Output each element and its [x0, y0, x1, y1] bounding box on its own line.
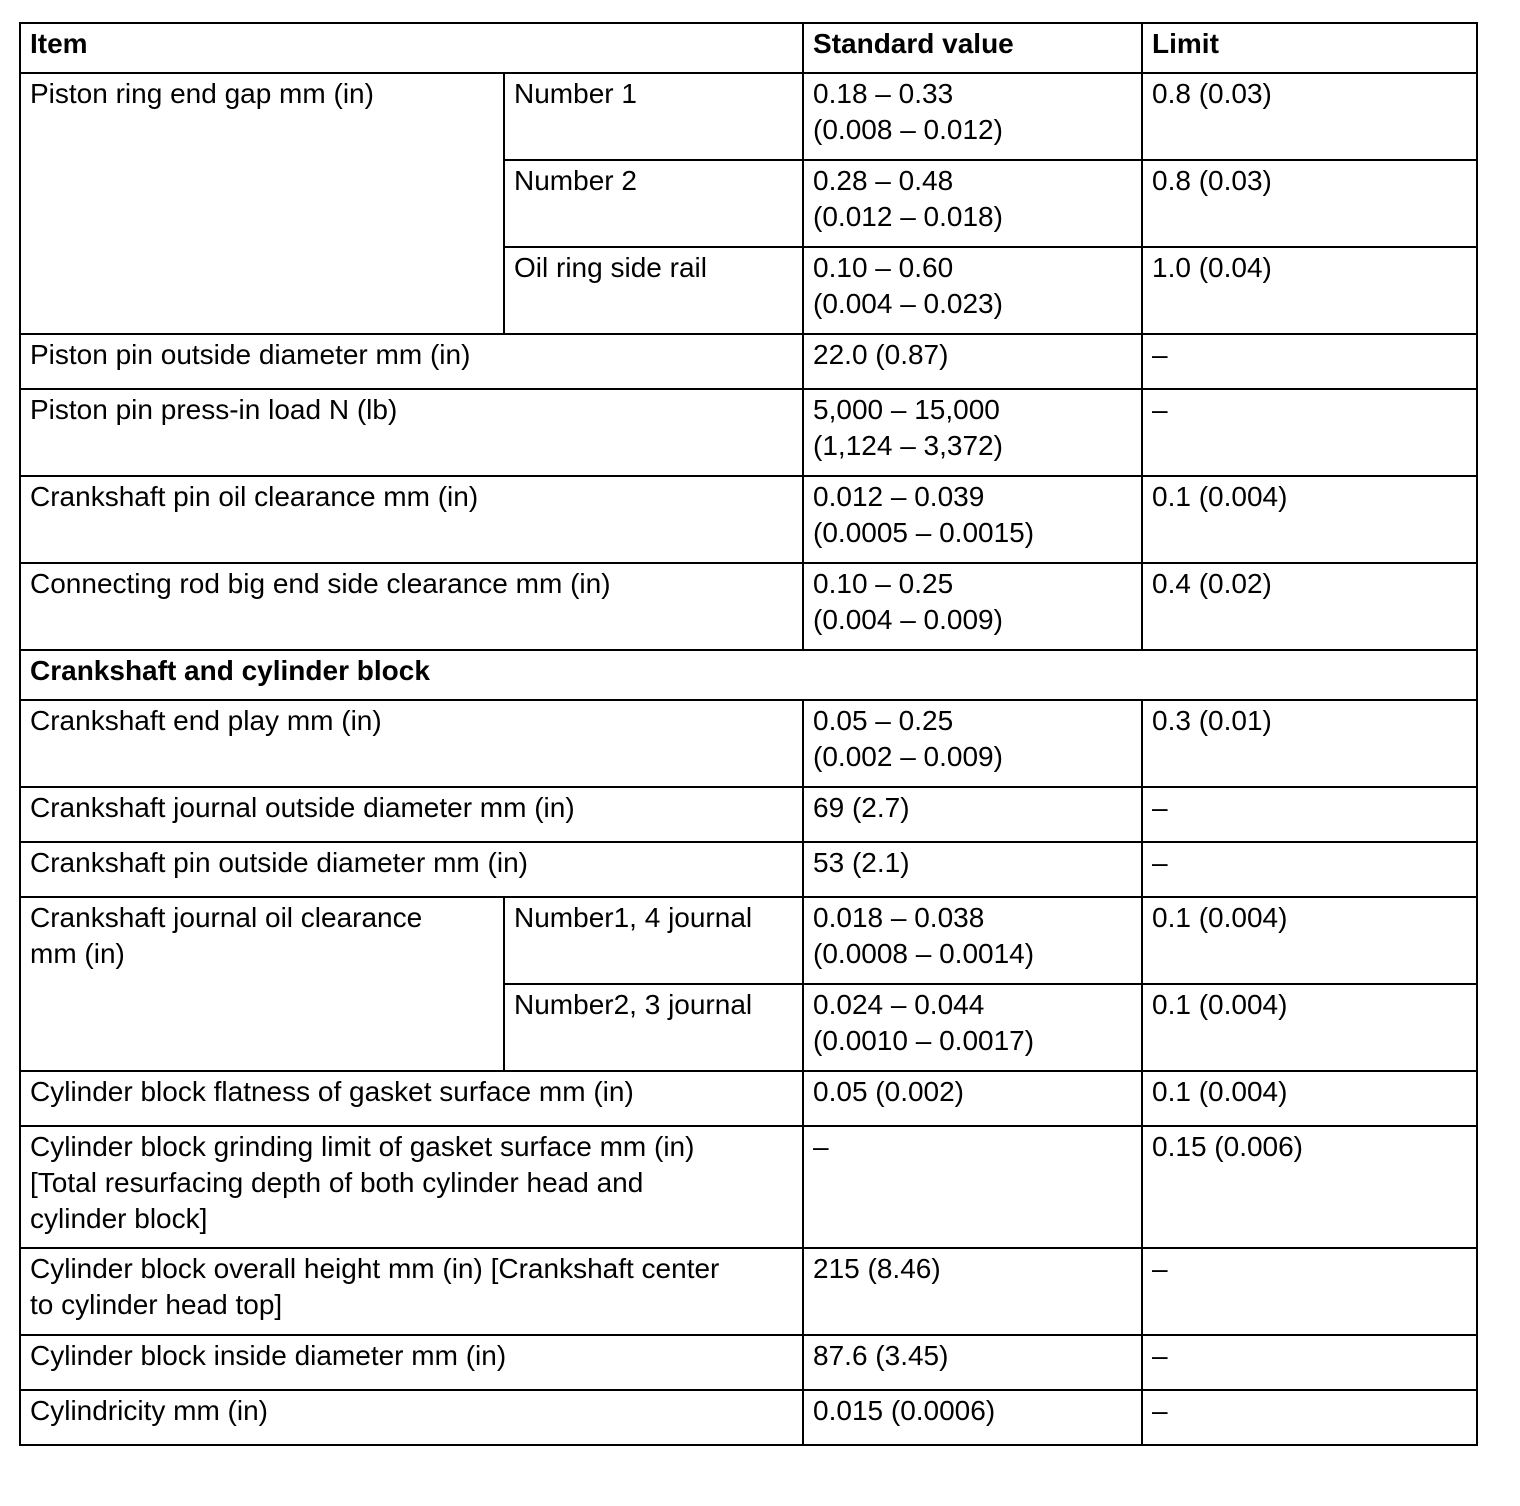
header-limit: Limit: [1142, 23, 1477, 73]
table-row: [20, 389, 1477, 476]
item-label: Connecting rod big end side clearance mm (in): [20, 563, 803, 650]
item-label: Crankshaft end play mm (in): [20, 700, 803, 787]
standard-value: 215 (8.46): [803, 1248, 1142, 1335]
standard-value: 0.015 (0.0006): [803, 1390, 1142, 1445]
sub-item: Number2, 3 journal: [504, 984, 803, 1071]
item-label: Cylinder block grinding limit of gasket surface mm (in) [Total resurfacing depth of both cylinder head and cylinder block]: [20, 1126, 803, 1248]
row-label-crankshaft-journal-oil-clearance: Crankshaft journal oil clearance mm (in): [20, 897, 504, 1071]
item-label: Cylinder block flatness of gasket surface mm (in): [20, 1071, 803, 1126]
table-row: [20, 787, 1477, 842]
standard-value: 87.6 (3.45): [803, 1335, 1142, 1390]
standard-value: 0.05 (0.002): [803, 1071, 1142, 1126]
standard-value: –: [803, 1126, 1142, 1248]
table-row: [20, 563, 1477, 650]
item-label: Crankshaft pin outside diameter mm (in): [20, 842, 803, 897]
row-label-piston-ring-end-gap: Piston ring end gap mm (in): [20, 73, 504, 334]
limit-value: 0.1 (0.004): [1142, 897, 1477, 984]
limit-value: 0.1 (0.004): [1142, 476, 1477, 563]
standard-value: 0.10 – 0.25 (0.004 – 0.009): [803, 563, 1142, 650]
item-label: Cylindricity mm (in): [20, 1390, 803, 1445]
item-label: Piston pin press-in load N (lb): [20, 389, 803, 476]
limit-value: –: [1142, 334, 1477, 389]
header-item: Item: [20, 23, 803, 73]
table-row: [20, 1126, 1477, 1248]
standard-value: 22.0 (0.87): [803, 334, 1142, 389]
table-row: [20, 1248, 1477, 1335]
item-label: Crankshaft pin oil clearance mm (in): [20, 476, 803, 563]
header-standard-value: Standard value: [803, 23, 1142, 73]
limit-value: 0.1 (0.004): [1142, 984, 1477, 1071]
limit-value: –: [1142, 787, 1477, 842]
standard-value: 5,000 – 15,000 (1,124 – 3,372): [803, 389, 1142, 476]
item-label: Cylinder block inside diameter mm (in): [20, 1335, 803, 1390]
standard-value: 0.024 – 0.044 (0.0010 – 0.0017): [803, 984, 1142, 1071]
section-title: Crankshaft and cylinder block: [20, 650, 1477, 700]
table-row: [20, 842, 1477, 897]
section-heading-row: [20, 650, 1477, 700]
limit-value: 0.1 (0.004): [1142, 1071, 1477, 1126]
limit-value: 0.4 (0.02): [1142, 563, 1477, 650]
limit-value: –: [1142, 1335, 1477, 1390]
limit-value: 0.8 (0.03): [1142, 73, 1477, 160]
standard-value: 53 (2.1): [803, 842, 1142, 897]
table-row: [20, 1335, 1477, 1390]
limit-value: –: [1142, 389, 1477, 476]
table-row: [20, 1071, 1477, 1126]
table-row: [20, 897, 1477, 984]
table-header-row: [20, 23, 1477, 73]
standard-value: 69 (2.7): [803, 787, 1142, 842]
limit-value: 0.15 (0.006): [1142, 1126, 1477, 1248]
limit-value: 1.0 (0.04): [1142, 247, 1477, 334]
table-row: [20, 476, 1477, 563]
standard-value: 0.18 – 0.33 (0.008 – 0.012): [803, 73, 1142, 160]
standard-value: 0.10 – 0.60 (0.004 – 0.023): [803, 247, 1142, 334]
standard-value: 0.28 – 0.48 (0.012 – 0.018): [803, 160, 1142, 247]
limit-value: –: [1142, 1390, 1477, 1445]
item-label: Crankshaft journal outside diameter mm (in): [20, 787, 803, 842]
table-row: [20, 700, 1477, 787]
table-row: [20, 334, 1477, 389]
sub-item: Oil ring side rail: [504, 247, 803, 334]
standard-value: 0.018 – 0.038 (0.0008 – 0.0014): [803, 897, 1142, 984]
specification-table: [19, 22, 1478, 1446]
sub-item: Number 1: [504, 73, 803, 160]
limit-value: 0.8 (0.03): [1142, 160, 1477, 247]
limit-value: –: [1142, 842, 1477, 897]
limit-value: –: [1142, 1248, 1477, 1335]
table-row: [20, 1390, 1477, 1445]
sub-item: Number 2: [504, 160, 803, 247]
limit-value: 0.3 (0.01): [1142, 700, 1477, 787]
sub-item: Number1, 4 journal: [504, 897, 803, 984]
item-label: Piston pin outside diameter mm (in): [20, 334, 803, 389]
standard-value: 0.05 – 0.25 (0.002 – 0.009): [803, 700, 1142, 787]
table-row: [20, 73, 1477, 160]
item-label: Cylinder block overall height mm (in) [Crankshaft center to cylinder head top]: [20, 1248, 803, 1335]
standard-value: 0.012 – 0.039 (0.0005 – 0.0015): [803, 476, 1142, 563]
